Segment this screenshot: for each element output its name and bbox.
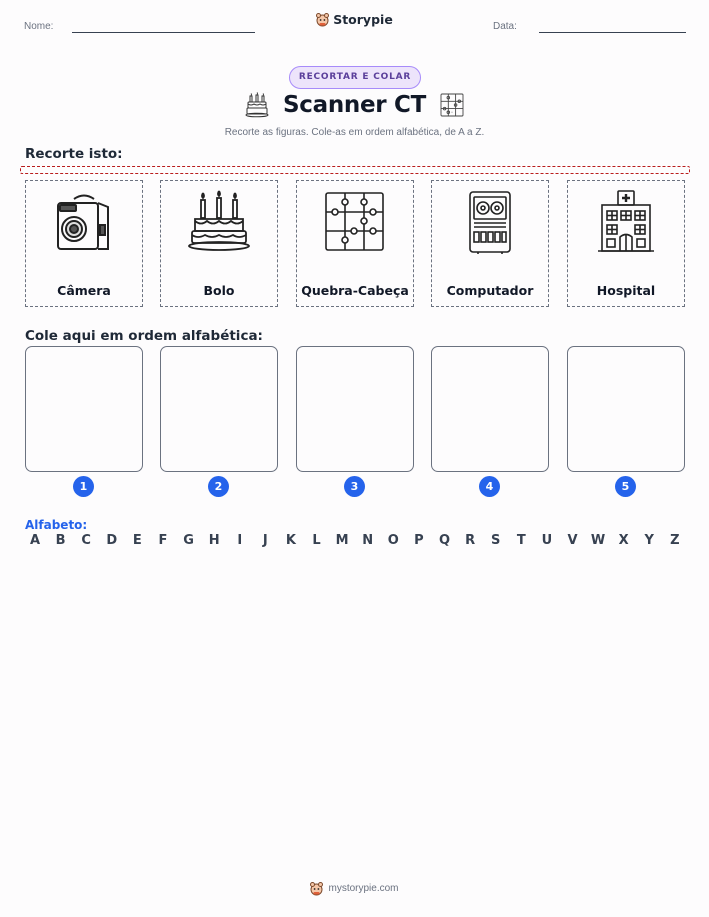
card-label: Computador [446,283,534,298]
card-label: Quebra-Cabeça [301,283,409,298]
paste-box-2[interactable] [160,346,278,472]
cut-card-cake[interactable] [160,180,278,307]
alphabet-letter: S [491,533,501,548]
title-row [0,92,709,118]
cut-line [20,166,690,174]
cut-card-computer[interactable] [431,180,549,307]
alphabet-row [25,533,685,548]
date-label: Data: [493,21,517,32]
alphabet-letter: L [312,533,321,548]
slot-number-3: 3 [344,476,365,497]
instructions: Recorte as figuras. Cole-as em ordem alfabética, de A a Z. [224,127,485,138]
puzzle-icon [440,92,464,118]
slot-number-1: 1 [73,476,94,497]
alphabet-letter: E [132,533,142,548]
alphabet-letter: N [362,533,374,548]
alphabet-letter: U [541,533,553,548]
cut-section-label: Recorte isto: [25,146,123,162]
cut-card-puzzle[interactable] [296,180,414,307]
cut-card-camera[interactable] [25,180,143,307]
alphabet-letter: Y [644,533,654,548]
computer-icon [458,189,522,255]
activity-badge: RECORTAR E COLAR [289,66,421,89]
name-line[interactable] [72,32,255,33]
paste-section-label: Cole aqui em ordem alfabética: [25,328,263,344]
slot-number-5: 5 [615,476,636,497]
alphabet-letter: H [208,533,220,548]
slot-number-2: 2 [208,476,229,497]
brand-name: Storypie [333,12,393,27]
camera-icon [52,189,116,255]
alphabet-letter: M [335,533,349,548]
paste-box-4[interactable] [431,346,549,472]
page-title: Scanner CT [283,92,426,118]
footer [0,881,709,899]
alphabet-letter: A [29,533,41,548]
slot-number-4: 4 [479,476,500,497]
name-label: Nome: [24,21,54,32]
alphabet-letter: J [262,533,268,548]
alphabet-letter: C [81,533,91,548]
alphabet-letter: I [237,533,243,548]
card-label: Câmera [57,283,111,298]
card-label: Bolo [203,283,235,298]
brand-logo [0,12,709,30]
alphabet-letter: O [387,533,399,548]
storypie-mascot-icon [310,881,323,896]
alphabet-letter: X [618,533,629,548]
paste-box-1[interactable] [25,346,143,472]
alphabet-letter: B [55,533,66,548]
cut-card-hospital[interactable] [567,180,685,307]
alphabet-title: Alfabeto: [25,518,88,532]
cake-icon [187,189,251,255]
hospital-icon [594,189,658,255]
storypie-mascot-icon [316,12,329,27]
alphabet-letter: Q [438,533,451,548]
alphabet-letter: R [465,533,476,548]
alphabet-letter: D [106,533,118,548]
paste-box-5[interactable] [567,346,685,472]
footer-url: mystorypie.com [328,883,399,894]
alphabet-letter: K [285,533,296,548]
paste-box-3[interactable] [296,346,414,472]
alphabet-letter: Z [670,533,680,548]
date-line[interactable] [539,32,686,33]
alphabet-letter: W [590,533,606,548]
puzzle-icon [323,189,387,255]
alphabet-letter: F [158,533,168,548]
alphabet-letter: P [414,533,424,548]
alphabet-letter: V [567,533,578,548]
cake-icon [245,92,269,118]
alphabet-letter: G [183,533,194,548]
alphabet-letter: T [516,533,526,548]
card-label: Hospital [596,283,656,298]
